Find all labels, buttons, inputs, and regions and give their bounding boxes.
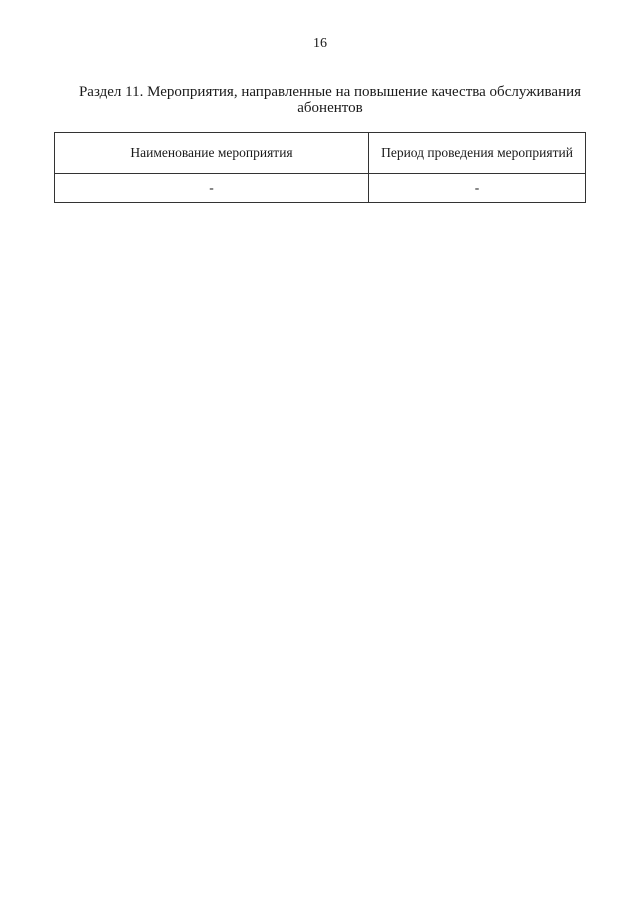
column-header-period: Период проведения мероприятий bbox=[369, 133, 586, 174]
cell-activity-name: - bbox=[55, 174, 369, 203]
column-header-activity-name: Наименование мероприятия bbox=[55, 133, 369, 174]
cell-period: - bbox=[369, 174, 586, 203]
activities-table bbox=[54, 132, 586, 203]
table-header-row bbox=[55, 133, 586, 174]
section-title: Раздел 11. Мероприятия, направленные на повышение качества обслуживания абонентов bbox=[78, 84, 582, 116]
table-row bbox=[55, 174, 586, 203]
page-number: 16 bbox=[313, 36, 327, 51]
